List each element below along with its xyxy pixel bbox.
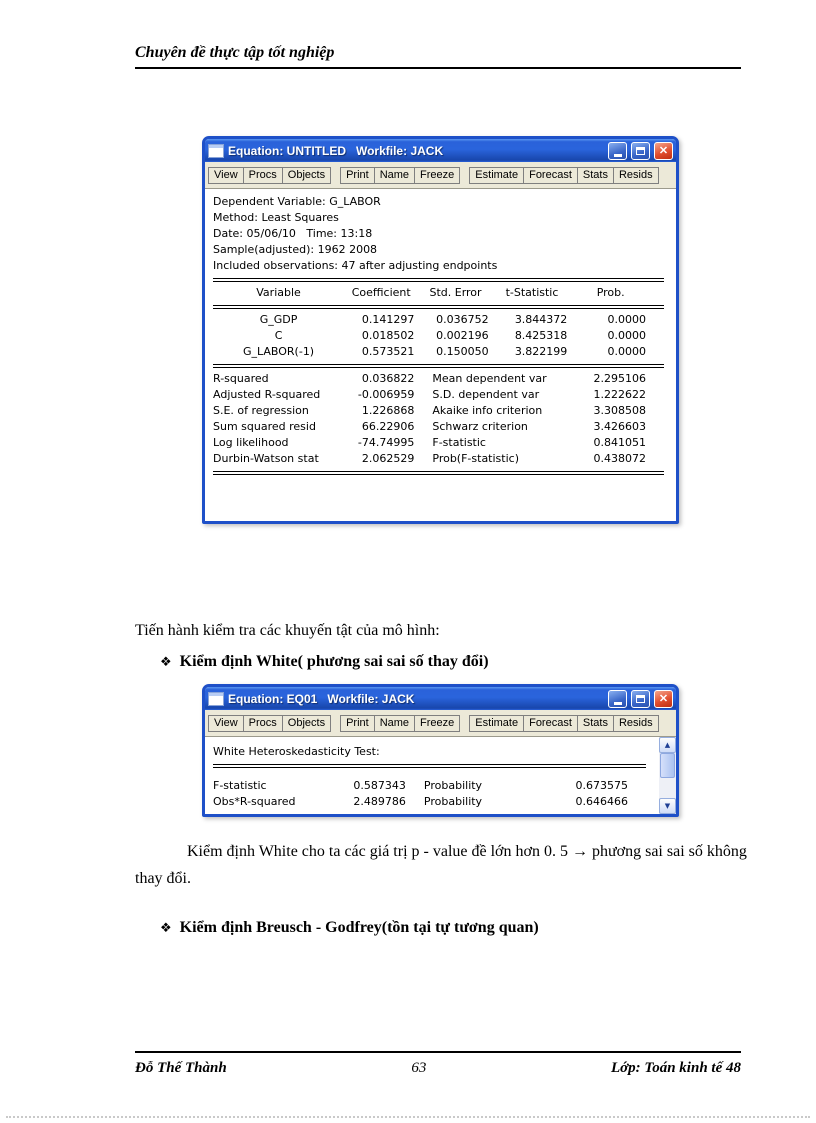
- stat-label: Sum squared resid: [213, 420, 316, 433]
- toolbar-button-view[interactable]: View: [208, 715, 244, 732]
- maximize-icon: [636, 695, 645, 703]
- test-row: [213, 794, 646, 810]
- regression-output: [205, 189, 676, 521]
- output-line: Dependent Variable: G_LABOR: [213, 195, 381, 208]
- column-header-std-error: Std. Error: [429, 286, 482, 299]
- stat-value-2: 3.308508: [593, 404, 646, 417]
- test-results-block: [213, 778, 646, 810]
- stats-row: [213, 371, 664, 387]
- maximize-icon: [636, 147, 645, 155]
- close-button[interactable]: ✕: [654, 142, 673, 160]
- cell-std-error: 0.002196: [436, 329, 489, 342]
- stat-value: 66.22906: [361, 420, 415, 433]
- stat-label: R-squared: [213, 372, 269, 385]
- double-rule: [213, 305, 664, 309]
- body-intro: Tiến hành kiểm tra các khuyến tật của mô hình:: [135, 622, 440, 639]
- eviews-equation-window-untitled: [202, 136, 679, 524]
- test-row: [213, 778, 646, 794]
- stat-value-2: 0.646466: [575, 795, 628, 808]
- footer-page-number: 63: [411, 1060, 427, 1076]
- stat-value: 2.489786: [353, 795, 406, 808]
- toolbar-button-estimate[interactable]: Estimate: [469, 167, 524, 184]
- output-line: Method: Least Squares: [213, 211, 339, 224]
- title-bar[interactable]: [205, 139, 676, 162]
- toolbar-button-view[interactable]: View: [208, 167, 244, 184]
- toolbar-button-resids[interactable]: Resids: [613, 715, 659, 732]
- toolbar-button-forecast[interactable]: Forecast: [523, 715, 578, 732]
- summary-stats-block: [213, 371, 664, 467]
- toolbar-button-stats[interactable]: Stats: [577, 715, 614, 732]
- footer-class: Lớp: Toán kinh tế 48: [610, 1060, 741, 1076]
- cell-t-statistic: 3.822199: [514, 345, 568, 358]
- toolbar-button-objects[interactable]: Objects: [282, 715, 331, 732]
- window-title: Equation: EQ01 Workfile: JACK: [228, 691, 415, 706]
- stat-label: Adjusted R-squared: [213, 388, 321, 401]
- output-line: Sample(adjusted): 1962 2008: [213, 243, 378, 256]
- bullet-icon: ❖: [160, 920, 172, 935]
- page-footer: [135, 1051, 741, 1077]
- cell-std-error: 0.150050: [436, 345, 489, 358]
- body-paragraph: Kiểm định White cho ta các giá trị p - value đề lớn hơn 0. 5 → phương sai sai số không thay đổi.: [135, 843, 747, 887]
- toolbar-button-stats[interactable]: Stats: [577, 167, 614, 184]
- column-header-t-statistic: t-Statistic: [505, 286, 559, 299]
- minimize-icon: [614, 702, 622, 705]
- stat-label-2: Schwarz criterion: [432, 420, 528, 433]
- scroll-down-icon[interactable]: ▼: [659, 798, 676, 814]
- stats-row: [213, 451, 664, 467]
- header-title: Chuyên đề thực tập tốt nghiệp: [135, 44, 335, 61]
- toolbar-button-procs[interactable]: Procs: [243, 715, 283, 732]
- double-rule: [213, 764, 646, 768]
- close-button[interactable]: ✕: [654, 690, 673, 708]
- cell-prob: 0.0000: [607, 329, 646, 342]
- maximize-button[interactable]: [631, 142, 650, 160]
- cell-variable: C: [274, 329, 283, 342]
- eviews-equation-window-eq01: [202, 684, 679, 817]
- stat-value-2: 0.841051: [593, 436, 646, 449]
- stat-label-2: Akaike info criterion: [432, 404, 543, 417]
- cell-t-statistic: 8.425318: [514, 329, 568, 342]
- cell-coefficient: 0.573521: [361, 345, 415, 358]
- stat-value-2: 0.438072: [593, 452, 646, 465]
- stat-label-2: Probability: [423, 779, 483, 792]
- output-line: Included observations: 47 after adjusting endpoints: [213, 259, 498, 272]
- double-rule: [213, 278, 664, 282]
- title-bar[interactable]: [205, 687, 676, 710]
- stat-label: S.E. of regression: [213, 404, 309, 417]
- stats-row: [213, 435, 664, 451]
- stat-value: -0.006959: [357, 388, 415, 401]
- toolbar-button-print[interactable]: Print: [340, 715, 375, 732]
- cell-prob: 0.0000: [607, 345, 646, 358]
- toolbar-button-name[interactable]: Name: [374, 167, 415, 184]
- toolbar-button-estimate[interactable]: Estimate: [469, 715, 524, 732]
- coef-table-body: [213, 312, 664, 360]
- stat-label-2: F-statistic: [432, 436, 486, 449]
- stat-label-2: Prob(F-statistic): [432, 452, 519, 465]
- coef-table-row: [213, 328, 664, 344]
- cell-coefficient: 0.141297: [361, 313, 415, 326]
- stat-label: Log likelihood: [213, 436, 289, 449]
- vertical-scrollbar[interactable]: [659, 737, 676, 814]
- toolbar-button-name[interactable]: Name: [374, 715, 415, 732]
- stat-label-2: S.D. dependent var: [432, 388, 540, 401]
- bullet-white-test: [160, 653, 489, 671]
- column-header-prob: Prob.: [596, 286, 625, 299]
- column-header-coefficient: Coefficient: [351, 286, 411, 299]
- stat-label: Durbin-Watson stat: [213, 452, 319, 465]
- double-rule: [213, 471, 664, 475]
- cell-coefficient: 0.018502: [361, 329, 415, 342]
- coef-table-header: [213, 285, 664, 301]
- minimize-icon: [614, 154, 622, 157]
- bullet-text: Kiểm định Breusch - Godfrey(tồn tại tự tương quan): [179, 919, 539, 936]
- bullet-breusch-godfrey: [160, 919, 539, 937]
- regression-info-block: [213, 194, 664, 274]
- stat-value-2: 0.673575: [575, 779, 628, 792]
- footer-author: Đỗ Thế Thành: [135, 1060, 227, 1076]
- stats-row: [213, 403, 664, 419]
- equation-window-icon: [208, 692, 224, 706]
- scrollbar-thumb[interactable]: [660, 753, 675, 778]
- stat-label-2: Probability: [423, 795, 483, 808]
- maximize-button[interactable]: [631, 690, 650, 708]
- toolbar-button-procs[interactable]: Procs: [243, 167, 283, 184]
- minimize-button[interactable]: [608, 690, 627, 708]
- double-rule: [213, 364, 664, 368]
- test-title: White Heteroskedasticity Test:: [213, 745, 380, 758]
- toolbar-button-objects[interactable]: Objects: [282, 167, 331, 184]
- cell-prob: 0.0000: [607, 313, 646, 326]
- bullet-icon: ❖: [160, 654, 172, 669]
- cell-variable: G_LABOR(-1): [242, 345, 315, 358]
- toolbar-button-freeze[interactable]: Freeze: [414, 167, 460, 184]
- stats-row: [213, 419, 664, 435]
- stat-value: 0.036822: [361, 372, 415, 385]
- cell-variable: G_GDP: [259, 313, 298, 326]
- equation-window-icon: [208, 144, 224, 158]
- output-line: Date: 05/06/10 Time: 13:18: [213, 227, 373, 240]
- stat-value-2: 1.222622: [593, 388, 646, 401]
- stat-label-2: Mean dependent var: [432, 372, 547, 385]
- bullet-text: Kiểm định White( phương sai sai số thay đổi): [179, 653, 489, 670]
- cell-std-error: 0.036752: [436, 313, 489, 326]
- stat-value: 2.062529: [361, 452, 415, 465]
- stat-label: F-statistic: [213, 779, 267, 792]
- eviews-toolbar: [205, 710, 676, 737]
- coef-table-row: [213, 312, 664, 328]
- stats-row: [213, 387, 664, 403]
- stat-value: 0.587343: [353, 779, 406, 792]
- stat-value: -74.74995: [357, 436, 415, 449]
- toolbar-button-forecast[interactable]: Forecast: [523, 167, 578, 184]
- toolbar-button-freeze[interactable]: Freeze: [414, 715, 460, 732]
- window-title: Equation: UNTITLED Workfile: JACK: [228, 143, 444, 158]
- page-header: [135, 44, 741, 69]
- stat-value: 1.226868: [361, 404, 415, 417]
- minimize-button[interactable]: [608, 142, 627, 160]
- toolbar-button-resids[interactable]: Resids: [613, 167, 659, 184]
- scrollbar-track[interactable]: [659, 753, 676, 798]
- stat-value-2: 2.295106: [593, 372, 646, 385]
- toolbar-button-print[interactable]: Print: [340, 167, 375, 184]
- stat-value-2: 3.426603: [593, 420, 646, 433]
- scroll-up-icon[interactable]: ▲: [659, 737, 676, 753]
- eviews-toolbar: [205, 162, 676, 189]
- coef-table-row: [213, 344, 664, 360]
- column-header-variable: Variable: [256, 286, 301, 299]
- page-bottom-border: [6, 1116, 810, 1118]
- stat-label: Obs*R-squared: [213, 795, 296, 808]
- white-test-output: [205, 737, 676, 814]
- cell-t-statistic: 3.844372: [514, 313, 568, 326]
